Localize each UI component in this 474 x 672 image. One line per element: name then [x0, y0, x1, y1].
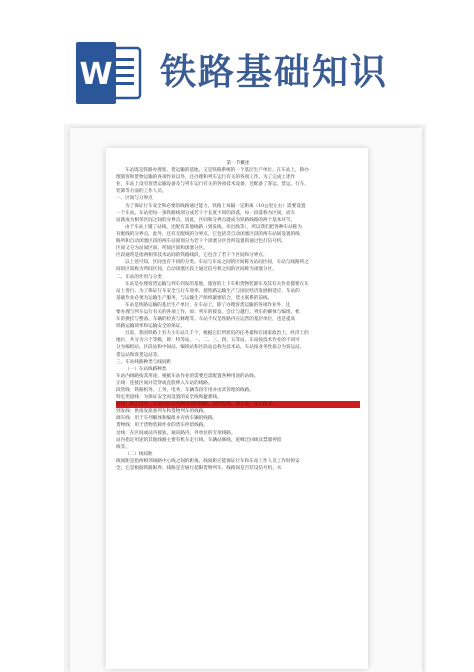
- document-text-line: 要办理与列车运行有关的各项工作，如：列车的接发、会让与越行、列车的解体与编组、机: [116, 309, 300, 315]
- document-text-line: 特定用途线：为保证安全而设置的安全线和避难线。: [116, 395, 222, 401]
- document-text-line: 二、车站的作用与分类: [116, 274, 162, 280]
- document-text-line: 理旅客和货物运输的各项作业以外，还办理和列车运行有关的各项工作。为了完成上述作: [116, 175, 296, 181]
- document-text-line: 路所和自动闭塞区段的两车站间划分为若干个闭塞分区处所设置的通过色灯信号机。: [116, 239, 286, 245]
- document-text-line: 车的换挂与整备、车辆的检查与修理等。车站不仅是铁路内在运营的基层单位，也是提高: [116, 317, 296, 323]
- document-text-line: 区间又分为站间区间、所间区间和闭塞分区。: [116, 246, 208, 252]
- document-text-line: 以上述可知，区间也有不同的分类。车站与车站之间的区间称为站间区间，车站与线路所之: [125, 260, 309, 266]
- document-text-line: 有配线的分界点，此外，还有无配线的分界点，它包括非自动闭塞区段的两车站间设置的线: [116, 231, 300, 237]
- document-page: [106, 148, 368, 669]
- document-text-line: 为了保证行车安全和必要的线路通过能力，铁路上每隔一定距离（10公里左右）需要设置: [125, 203, 306, 209]
- document-title: 铁路基础知识: [160, 52, 389, 93]
- document-text-line: 正线：连接区间并贯穿或直股伸入车站的线路。: [116, 380, 213, 386]
- document-text-line: 区段通常是指两相邻技术站间的铁路线段，它包含了若干个区间和分界点。: [116, 253, 268, 259]
- document-text-line: 线等。: [116, 444, 130, 450]
- highlighted-text-line: 站线：除正线外，车站内具有各种用途的线路，如到发线、调车线、牵出线等。: [116, 401, 360, 408]
- document-text-line: 装卸等方面的工作人员。: [116, 189, 167, 195]
- document-text-line: （一）车站线路种类: [125, 366, 167, 372]
- document-text-line: 车站既是铁路办理客、货运输的基地，又是铁路系统的一个基层生产单位。在车站上，除办: [125, 168, 309, 174]
- document-text-line: 货物线：用于货物装卸作业的货车停留线路。: [116, 423, 208, 429]
- document-text-line: 由于车站上铺了站线，还配有其他线路（到发线、牵出线等），所以我们把各种车站称为: [125, 224, 302, 230]
- document-text-line: 三、车站线路种类与线间距: [116, 359, 172, 365]
- document-body: [116, 160, 360, 472]
- document-text-line: （二）线间距: [125, 451, 153, 457]
- document-text-line: 分为编组站、区段站和中间站。编组站和区段站总称为技术站。车站按业务性质分为客运站、: [116, 345, 305, 351]
- word-doc-icon: [76, 42, 142, 104]
- document-text-line: 线间距是指两相邻线路中心线之间的距离。线间距应能保证行车和车站工作人员工作时的安: [116, 458, 300, 464]
- document-text-line: 地位，共分为六个等级，即：特等站、一、二、三、四、五等站。车站按技术作业的不同可: [116, 338, 300, 344]
- document-text-line: 一个车站。车站把每一条铁路线划分成若干个长度不同的段落，每一段落称为区间，而车: [116, 210, 296, 216]
- document-text-line: 货运站和客货运站等。: [116, 352, 162, 358]
- document-text-line: 车站是铁路运输的基层生产单位，在车站上，除了办理客货运输的各项作业外，还: [125, 302, 291, 308]
- document-text-line: 站上进行。为了保证行车安全与行车效率，使铁路运输生产与国民经济发展相适应，车站的: [116, 288, 300, 294]
- document-text-line: 到发线：供接发旅客列车和货物列车的线路。: [116, 409, 208, 415]
- document-text-line: 基础作业必须为运输生产服务，与运输生产组织紧密结合，货主联系的前线。: [116, 295, 273, 301]
- document-text-line: 调车线：用于车列解体和编组并存放车辆的线路。: [116, 416, 218, 422]
- header: [0, 0, 474, 118]
- document-text-line: 第一节概述: [226, 161, 250, 166]
- document-text-line: 一、区间与分界点: [116, 196, 153, 202]
- document-text-line: 站就成为相邻区间之间的分界点。因此，区间和分界点就成为铁路线路的两个基本环节。: [116, 217, 296, 223]
- document-text-line: 全，它是根据铁路限界、线路是否通行超限货物列车、线路间是否装设信号机、水: [116, 466, 282, 472]
- document-text-line: 车站内线路按其用途，根据车站作业的需要还需配置各种用途的站线。: [116, 373, 259, 379]
- document-text-line: 岔线：在区间或站内接轨，通向路内、外单位的专用线路。: [116, 430, 236, 436]
- document-text-line: 车站是办理客货运输与列车到发的基地，旅客的上下车和货物装卸车及其有关作业都要在车: [125, 281, 309, 287]
- document-text-line: 铁路运输效率和运输安全的保证。: [116, 324, 185, 330]
- document-text-line: 间的区间称为所间区间，自动闭塞区段上通过信号机之间的区间称为闭塞分区。: [116, 267, 277, 273]
- document-text-line: 站内指定用途的其他线路主要有机车走行线、车辆站修线、驼峰迂回线及禁溜停留: [116, 437, 282, 443]
- document-text-line: 业，车站上设有客货运输设备及与列车运行有关的各项技术设备，还配备了客运、货运、行车、: [116, 182, 309, 188]
- document-text-line: 目前，我国铁路上有大小车站几千个，根据它们所担负的任务量和在国家政治上、经济上的: [125, 331, 309, 337]
- document-text-line: 段管线：铁路机务、工务、电务、车辆等段专用并由其管理的线路。: [116, 388, 254, 393]
- word-logo-letter: W: [79, 57, 113, 92]
